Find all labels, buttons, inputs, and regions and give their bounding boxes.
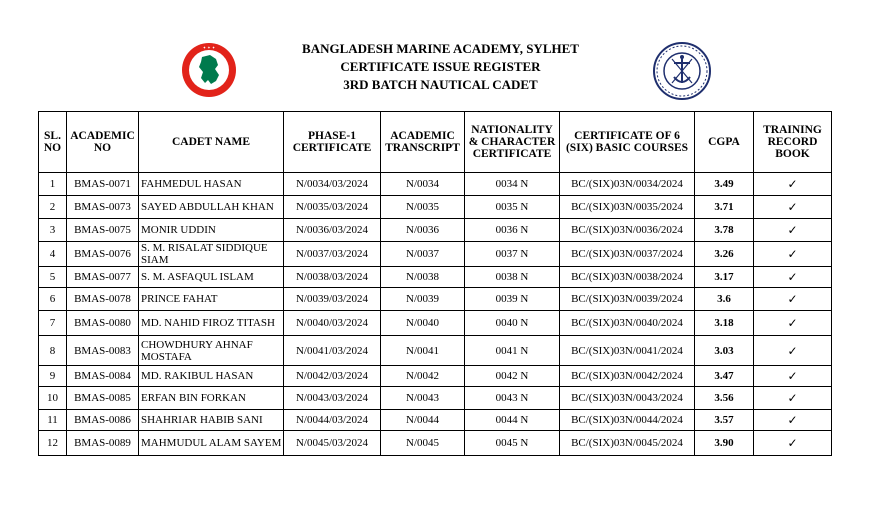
cell-academic-no: BMAS-0075 bbox=[67, 219, 139, 242]
cell-training-record-book-check: ✓ bbox=[754, 336, 832, 366]
document-header bbox=[0, 40, 881, 94]
certificate-register-table bbox=[38, 111, 832, 456]
cell-phase1-certificate: N/0045/03/2024 bbox=[284, 431, 381, 456]
table-row bbox=[39, 336, 832, 366]
cell-basic-courses: BC/(SIX)03N/0040/2024 bbox=[560, 311, 695, 336]
cell-cgpa: 3.6 bbox=[695, 288, 754, 311]
cell-cadet-name: MD. NAHID FIROZ TITASH bbox=[139, 311, 284, 336]
cell-sl-no: 9 bbox=[39, 366, 67, 387]
cell-training-record-book-check: ✓ bbox=[754, 431, 832, 456]
cell-sl-no: 8 bbox=[39, 336, 67, 366]
cell-nationality-certificate: 0041 N bbox=[465, 336, 560, 366]
cell-sl-no: 5 bbox=[39, 267, 67, 288]
cell-nationality-certificate: 0042 N bbox=[465, 366, 560, 387]
table-row bbox=[39, 366, 832, 387]
cell-phase1-certificate: N/0036/03/2024 bbox=[284, 219, 381, 242]
cell-basic-courses: BC/(SIX)03N/0044/2024 bbox=[560, 410, 695, 431]
table-row bbox=[39, 288, 832, 311]
cell-nationality-certificate: 0035 N bbox=[465, 196, 560, 219]
cell-training-record-book-check: ✓ bbox=[754, 410, 832, 431]
register-title: CERTIFICATE ISSUE REGISTER bbox=[340, 59, 541, 74]
cell-cgpa: 3.49 bbox=[695, 173, 754, 196]
cell-cadet-name: PRINCE FAHAT bbox=[139, 288, 284, 311]
cell-academic-no: BMAS-0084 bbox=[67, 366, 139, 387]
cell-academic-transcript: N/0044 bbox=[381, 410, 465, 431]
cell-nationality-certificate: 0045 N bbox=[465, 431, 560, 456]
cell-phase1-certificate: N/0039/03/2024 bbox=[284, 288, 381, 311]
cell-phase1-certificate: N/0038/03/2024 bbox=[284, 267, 381, 288]
cell-basic-courses: BC/(SIX)03N/0039/2024 bbox=[560, 288, 695, 311]
cell-academic-no: BMAS-0085 bbox=[67, 387, 139, 410]
col-sl-no: SL. NO bbox=[39, 112, 67, 173]
cell-training-record-book-check: ✓ bbox=[754, 267, 832, 288]
cell-basic-courses: BC/(SIX)03N/0043/2024 bbox=[560, 387, 695, 410]
cell-academic-transcript: N/0041 bbox=[381, 336, 465, 366]
academy-crest-icon bbox=[652, 41, 712, 101]
svg-text:✦ ✦ ✦: ✦ ✦ ✦ bbox=[202, 45, 216, 50]
cell-cgpa: 3.56 bbox=[695, 387, 754, 410]
cell-phase1-certificate: N/0042/03/2024 bbox=[284, 366, 381, 387]
institution-title: BANGLADESH MARINE ACADEMY, SYLHET bbox=[302, 41, 579, 56]
cell-training-record-book-check: ✓ bbox=[754, 366, 832, 387]
cell-basic-courses: BC/(SIX)03N/0035/2024 bbox=[560, 196, 695, 219]
table-row bbox=[39, 410, 832, 431]
cell-cgpa: 3.57 bbox=[695, 410, 754, 431]
cell-academic-transcript: N/0039 bbox=[381, 288, 465, 311]
cell-basic-courses: BC/(SIX)03N/0036/2024 bbox=[560, 219, 695, 242]
cell-phase1-certificate: N/0034/03/2024 bbox=[284, 173, 381, 196]
cell-academic-no: BMAS-0080 bbox=[67, 311, 139, 336]
col-cadet-name: CADET NAME bbox=[139, 112, 284, 173]
cell-cadet-name: S. M. RISALAT SIDDIQUE SIAM bbox=[139, 242, 284, 267]
table-row bbox=[39, 431, 832, 456]
col-phase1-certificate: PHASE-1 CERTIFICATE bbox=[284, 112, 381, 173]
cell-academic-transcript: N/0045 bbox=[381, 431, 465, 456]
cell-cgpa: 3.71 bbox=[695, 196, 754, 219]
col-nationality-certificate: NATIONALITY & CHARACTER CERTIFICATE bbox=[465, 112, 560, 173]
col-academic-no: ACADEMIC NO bbox=[67, 112, 139, 173]
cell-basic-courses: BC/(SIX)03N/0038/2024 bbox=[560, 267, 695, 288]
cell-cadet-name: MAHMUDUL ALAM SAYEM bbox=[139, 431, 284, 456]
cell-phase1-certificate: N/0043/03/2024 bbox=[284, 387, 381, 410]
cell-academic-transcript: N/0037 bbox=[381, 242, 465, 267]
cell-cgpa: 3.18 bbox=[695, 311, 754, 336]
cell-basic-courses: BC/(SIX)03N/0045/2024 bbox=[560, 431, 695, 456]
cell-sl-no: 12 bbox=[39, 431, 67, 456]
cell-phase1-certificate: N/0035/03/2024 bbox=[284, 196, 381, 219]
cell-cadet-name: ERFAN BIN FORKAN bbox=[139, 387, 284, 410]
table-row bbox=[39, 173, 832, 196]
cell-academic-no: BMAS-0086 bbox=[67, 410, 139, 431]
cell-academic-transcript: N/0035 bbox=[381, 196, 465, 219]
col-basic-courses: CERTIFICATE OF 6 (SIX) BASIC COURSES bbox=[560, 112, 695, 173]
cell-cgpa: 3.90 bbox=[695, 431, 754, 456]
cell-cgpa: 3.17 bbox=[695, 267, 754, 288]
cell-academic-transcript: N/0036 bbox=[381, 219, 465, 242]
cell-academic-no: BMAS-0071 bbox=[67, 173, 139, 196]
cell-academic-transcript: N/0034 bbox=[381, 173, 465, 196]
cell-sl-no: 3 bbox=[39, 219, 67, 242]
cell-academic-transcript: N/0042 bbox=[381, 366, 465, 387]
table-row bbox=[39, 387, 832, 410]
cell-academic-transcript: N/0038 bbox=[381, 267, 465, 288]
table-body bbox=[39, 173, 832, 456]
cell-sl-no: 1 bbox=[39, 173, 67, 196]
cell-nationality-certificate: 0036 N bbox=[465, 219, 560, 242]
cell-sl-no: 7 bbox=[39, 311, 67, 336]
cell-sl-no: 2 bbox=[39, 196, 67, 219]
cell-training-record-book-check: ✓ bbox=[754, 242, 832, 267]
cell-cgpa: 3.26 bbox=[695, 242, 754, 267]
cell-basic-courses: BC/(SIX)03N/0037/2024 bbox=[560, 242, 695, 267]
cell-sl-no: 6 bbox=[39, 288, 67, 311]
table-row bbox=[39, 311, 832, 336]
cell-cadet-name: FAHMEDUL HASAN bbox=[139, 173, 284, 196]
table-row bbox=[39, 242, 832, 267]
cell-phase1-certificate: N/0044/03/2024 bbox=[284, 410, 381, 431]
cell-training-record-book-check: ✓ bbox=[754, 196, 832, 219]
cell-training-record-book-check: ✓ bbox=[754, 387, 832, 410]
cell-cadet-name: SHAHRIAR HABIB SANI bbox=[139, 410, 284, 431]
cell-training-record-book-check: ✓ bbox=[754, 173, 832, 196]
table-row bbox=[39, 267, 832, 288]
cell-academic-no: BMAS-0076 bbox=[67, 242, 139, 267]
cell-academic-no: BMAS-0073 bbox=[67, 196, 139, 219]
cell-cadet-name: S. M. ASFAQUL ISLAM bbox=[139, 267, 284, 288]
cell-cadet-name: SAYED ABDULLAH KHAN bbox=[139, 196, 284, 219]
col-training-record-book: TRAINING RECORD BOOK bbox=[754, 112, 832, 173]
cell-phase1-certificate: N/0041/03/2024 bbox=[284, 336, 381, 366]
cell-nationality-certificate: 0039 N bbox=[465, 288, 560, 311]
cell-sl-no: 10 bbox=[39, 387, 67, 410]
cell-cadet-name: MD. RAKIBUL HASAN bbox=[139, 366, 284, 387]
cell-cgpa: 3.03 bbox=[695, 336, 754, 366]
cell-sl-no: 11 bbox=[39, 410, 67, 431]
cell-phase1-certificate: N/0037/03/2024 bbox=[284, 242, 381, 267]
batch-title: 3RD BATCH NAUTICAL CADET bbox=[343, 77, 538, 92]
cell-sl-no: 4 bbox=[39, 242, 67, 267]
cell-cadet-name: MONIR UDDIN bbox=[139, 219, 284, 242]
cell-academic-transcript: N/0040 bbox=[381, 311, 465, 336]
col-academic-transcript: ACADEMIC TRANSCRIPT bbox=[381, 112, 465, 173]
cell-training-record-book-check: ✓ bbox=[754, 219, 832, 242]
table-header-row bbox=[39, 112, 832, 173]
cell-cadet-name: CHOWDHURY AHNAF MOSTAFA bbox=[139, 336, 284, 366]
cell-nationality-certificate: 0044 N bbox=[465, 410, 560, 431]
cell-nationality-certificate: 0038 N bbox=[465, 267, 560, 288]
cell-academic-no: BMAS-0078 bbox=[67, 288, 139, 311]
cell-basic-courses: BC/(SIX)03N/0034/2024 bbox=[560, 173, 695, 196]
cell-basic-courses: BC/(SIX)03N/0042/2024 bbox=[560, 366, 695, 387]
cell-phase1-certificate: N/0040/03/2024 bbox=[284, 311, 381, 336]
cell-nationality-certificate: 0034 N bbox=[465, 173, 560, 196]
col-cgpa: CGPA bbox=[695, 112, 754, 173]
cell-nationality-certificate: 0040 N bbox=[465, 311, 560, 336]
cell-cgpa: 3.78 bbox=[695, 219, 754, 242]
cell-academic-no: BMAS-0077 bbox=[67, 267, 139, 288]
cell-academic-no: BMAS-0083 bbox=[67, 336, 139, 366]
cell-cgpa: 3.47 bbox=[695, 366, 754, 387]
cell-nationality-certificate: 0043 N bbox=[465, 387, 560, 410]
cell-nationality-certificate: 0037 N bbox=[465, 242, 560, 267]
cell-academic-transcript: N/0043 bbox=[381, 387, 465, 410]
cell-basic-courses: BC/(SIX)03N/0041/2024 bbox=[560, 336, 695, 366]
cell-training-record-book-check: ✓ bbox=[754, 311, 832, 336]
table-row bbox=[39, 219, 832, 242]
cell-training-record-book-check: ✓ bbox=[754, 288, 832, 311]
table-row bbox=[39, 196, 832, 219]
cell-academic-no: BMAS-0089 bbox=[67, 431, 139, 456]
